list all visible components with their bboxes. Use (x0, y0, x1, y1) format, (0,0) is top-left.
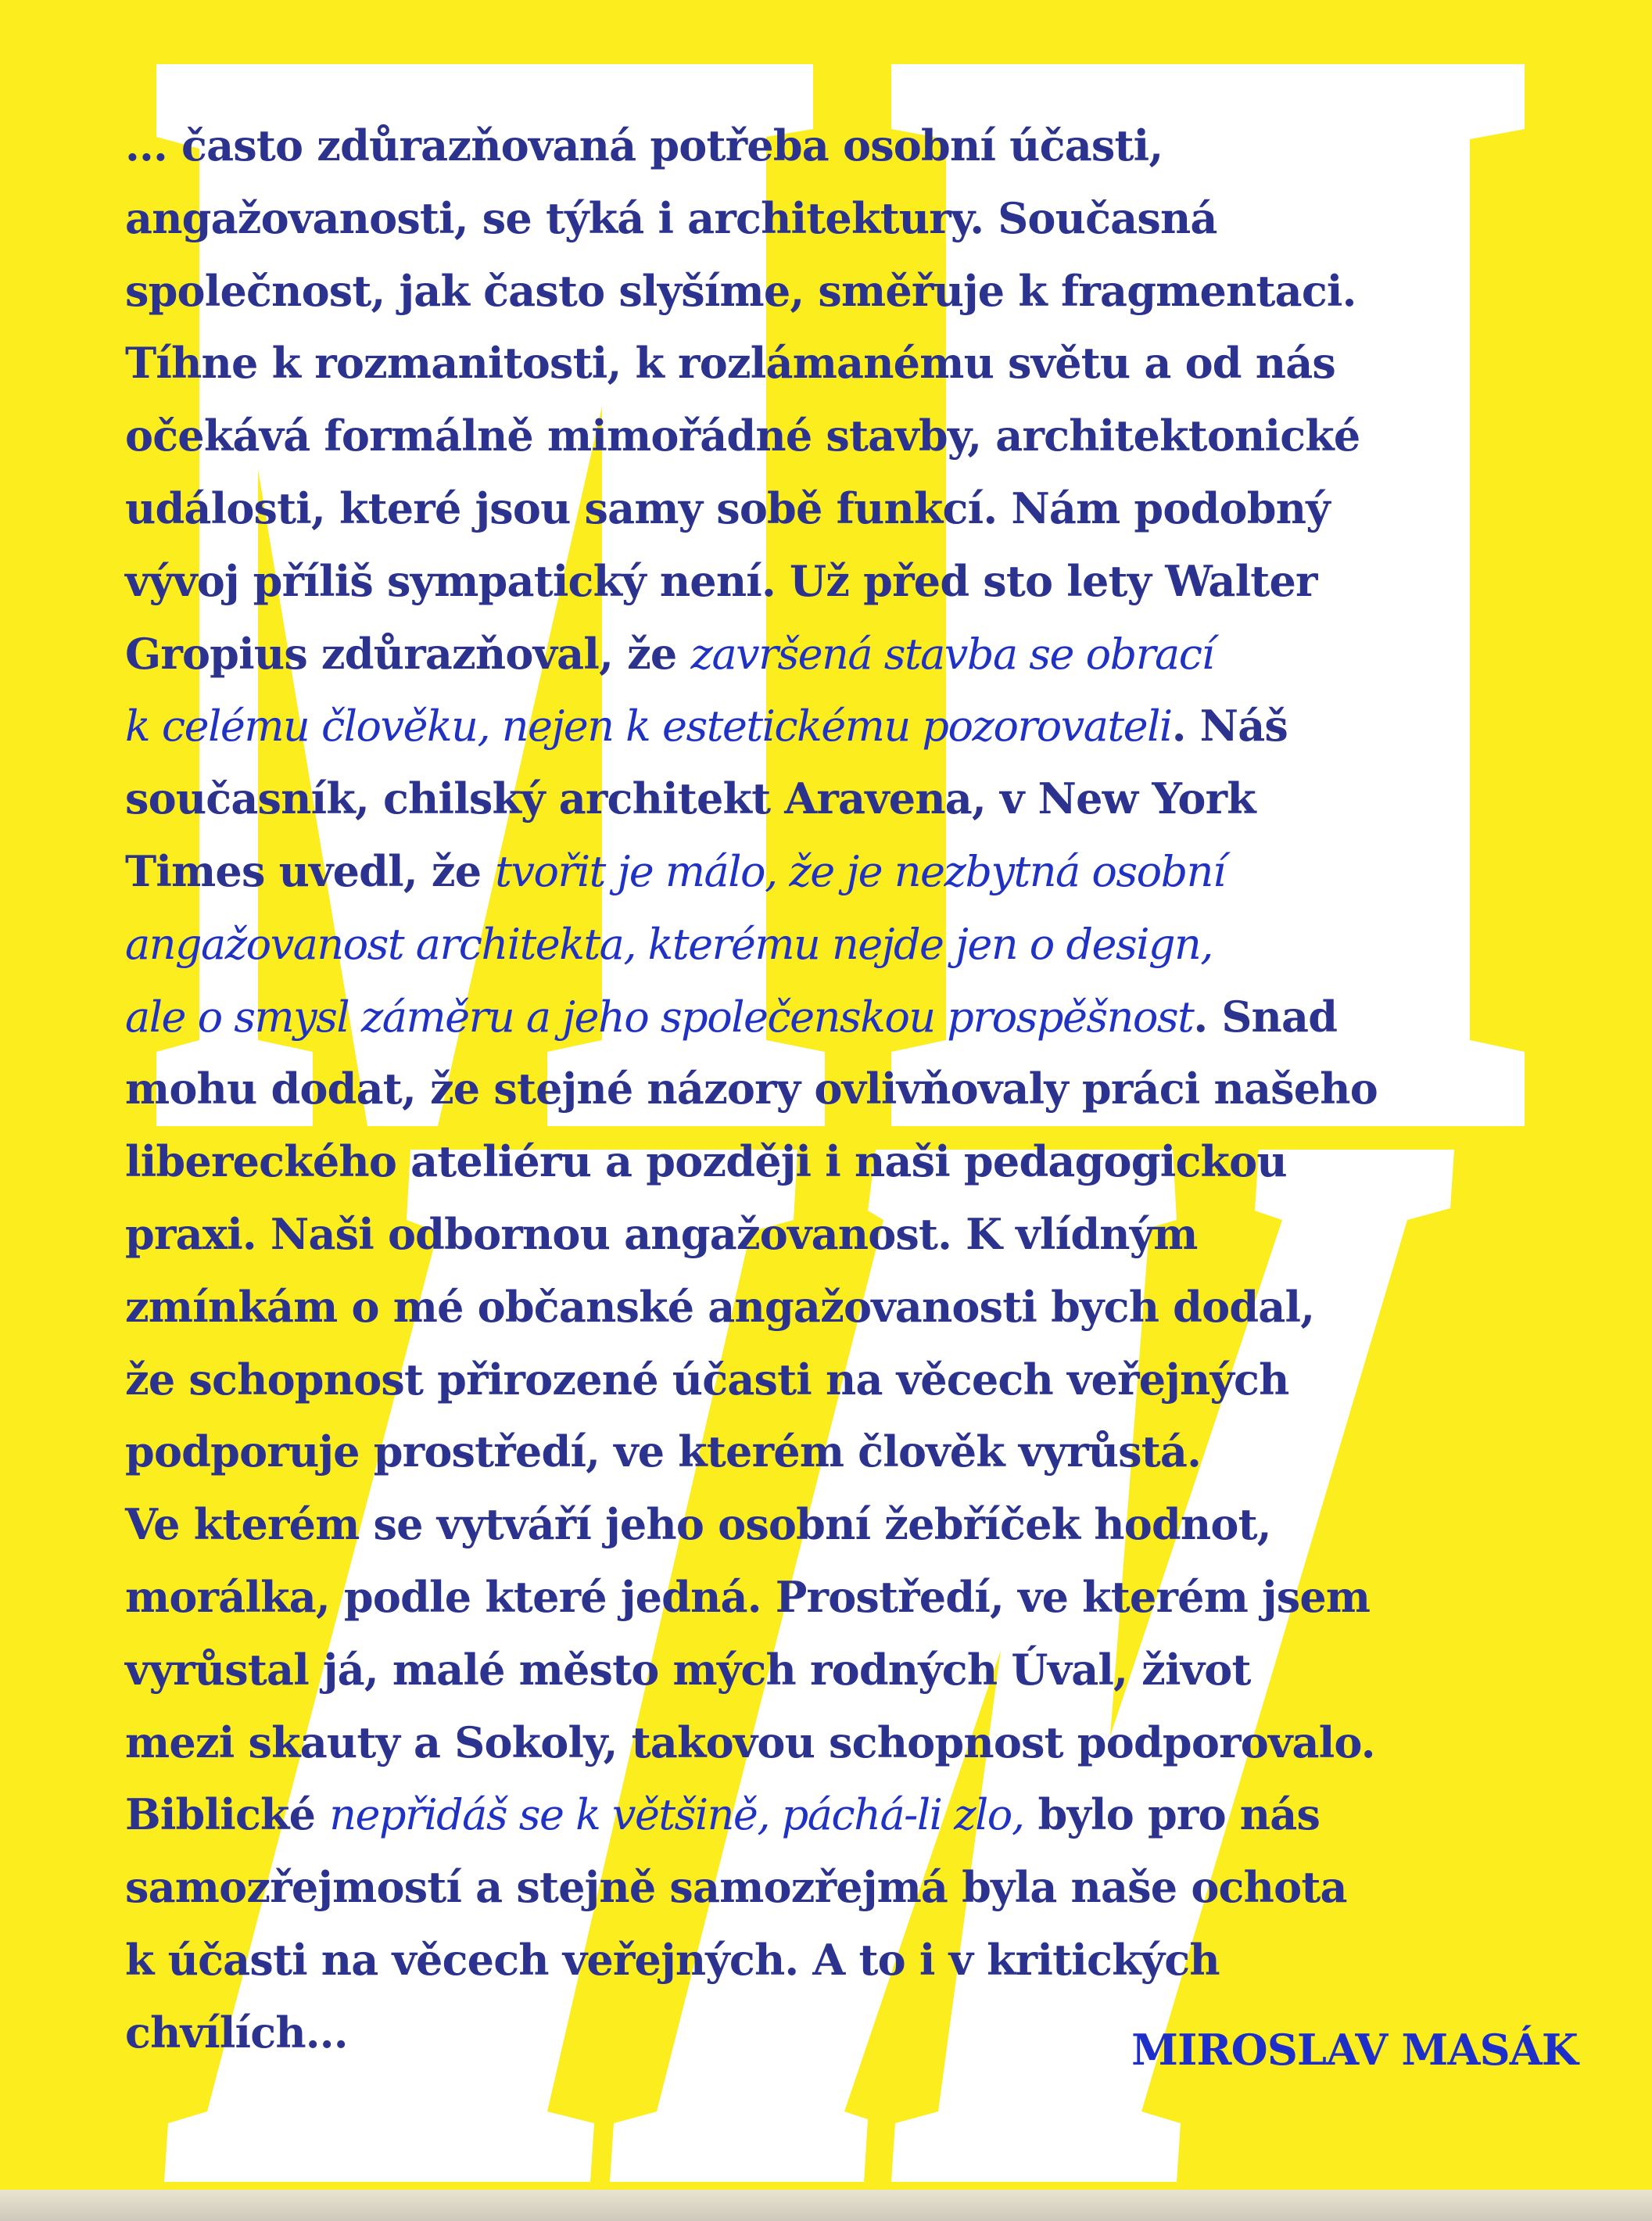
quote-line (125, 1924, 1595, 1997)
quote-line (125, 618, 1595, 691)
quote-text-block (125, 109, 1595, 2069)
quote-line (125, 1344, 1595, 1416)
quote-line (125, 908, 1595, 981)
quote-line (125, 981, 1595, 1053)
quote-line (125, 327, 1595, 400)
quote-segment: chvílích... (125, 2007, 348, 2058)
quote-line (125, 1778, 1595, 1851)
quote-segment: . Snad (1193, 991, 1338, 1042)
quote-emphasis: k celému člověku, nejen k estetickému pozorovateli (125, 701, 1172, 752)
quote-segment: ... často zdůrazňovaná potřeba osobní účasti, (125, 120, 1163, 170)
quote-line (125, 1851, 1595, 1924)
quote-line (125, 109, 1595, 182)
quote-segment: Tíhne k rozmanitosti, k rozlámanému světu a od nás (125, 338, 1335, 389)
quote-line (125, 1706, 1595, 1779)
quote-line (125, 762, 1595, 835)
quote-emphasis: angažovanost architekta, kterému nejde jen o design, (125, 919, 1213, 969)
quote-line (125, 1125, 1595, 1198)
quote-line (125, 1561, 1595, 1634)
quote-emphasis: tvořit je málo, že je nezbytná osobní (495, 846, 1225, 896)
quote-emphasis: ale o smysl záměru a jeho společenskou prospěšnost (125, 992, 1194, 1042)
quote-line (125, 400, 1595, 472)
quote-segment: bylo pro nás (1023, 1789, 1321, 1840)
quote-line (125, 1271, 1595, 1344)
quote-segment: libereckého ateliéru a později i naši pedagogickou (125, 1136, 1287, 1187)
quote-segment: Gropius zdůrazňoval, že (125, 628, 691, 679)
quote-emphasis: završená stavba se obrací (690, 629, 1214, 679)
quote-line (125, 690, 1595, 762)
quote-segment: Ve kterém se vytváří jeho osobní žebříček hodnot, (125, 1499, 1271, 1550)
quote-segment: praxi. Naši odbornou angažovanost. K vlídným (125, 1208, 1198, 1259)
quote-line (125, 1415, 1595, 1488)
quote-segment: mezi skauty a Sokoly, takovou schopnost podporovalo. (125, 1717, 1375, 1767)
quote-segment: očekává formálně mimořádné stavby, architektonické (125, 411, 1360, 461)
author-name: MIROSLAV MASÁK (1131, 2025, 1578, 2075)
quote-segment: Biblické (125, 1789, 330, 1840)
quote-segment: vyrůstal já, malé město mých rodných Úval, život (125, 1644, 1251, 1695)
quote-segment: k účasti na věcech veřejných. A to i v kritických (125, 1934, 1220, 1985)
quote-segment: současník, chilský architekt Aravena, v New York (125, 773, 1256, 824)
quote-segment: morálka, podle které jedná. Prostředí, ve kterém jsem (125, 1571, 1371, 1622)
quote-line (125, 1053, 1595, 1125)
quote-segment: vývoj příliš sympatický není. Už před sto lety Walter (125, 555, 1317, 606)
cover-edge (0, 2190, 1652, 2221)
quote-segment: . Náš (1171, 701, 1288, 752)
quote-line (125, 835, 1595, 908)
quote-segment: společnost, jak často slyšíme, směřuje k fragmentaci. (125, 265, 1356, 316)
quote-segment: události, které jsou samy sobě funkcí. Nám podobný (125, 483, 1330, 533)
quote-line (125, 182, 1595, 255)
quote-line (125, 1488, 1595, 1561)
quote-segment: mohu dodat, že stejné názory ovlivňovaly práci našeho (125, 1064, 1378, 1114)
quote-line (125, 1198, 1595, 1271)
quote-segment: Times uvedl, že (125, 845, 496, 896)
quote-segment: podporuje prostředí, ve kterém člověk vyrůstá. (125, 1426, 1202, 1477)
quote-emphasis: nepřidáš se k většině, páchá-li zlo, (329, 1790, 1024, 1840)
quote-line (125, 1634, 1595, 1706)
quote-segment: samozřejmostí a stejně samozřejmá byla naše ochota (125, 1862, 1347, 1913)
quote-segment: angažovanosti, se týká i architektury. Současná (125, 192, 1217, 243)
quote-segment: zmínkám o mé občanské angažovanosti bych dodal, (125, 1281, 1315, 1332)
quote-line (125, 472, 1595, 545)
quote-line (125, 255, 1595, 328)
quote-line (125, 545, 1595, 618)
quote-segment: že schopnost přirozené účasti na věcech veřejných (125, 1354, 1289, 1405)
